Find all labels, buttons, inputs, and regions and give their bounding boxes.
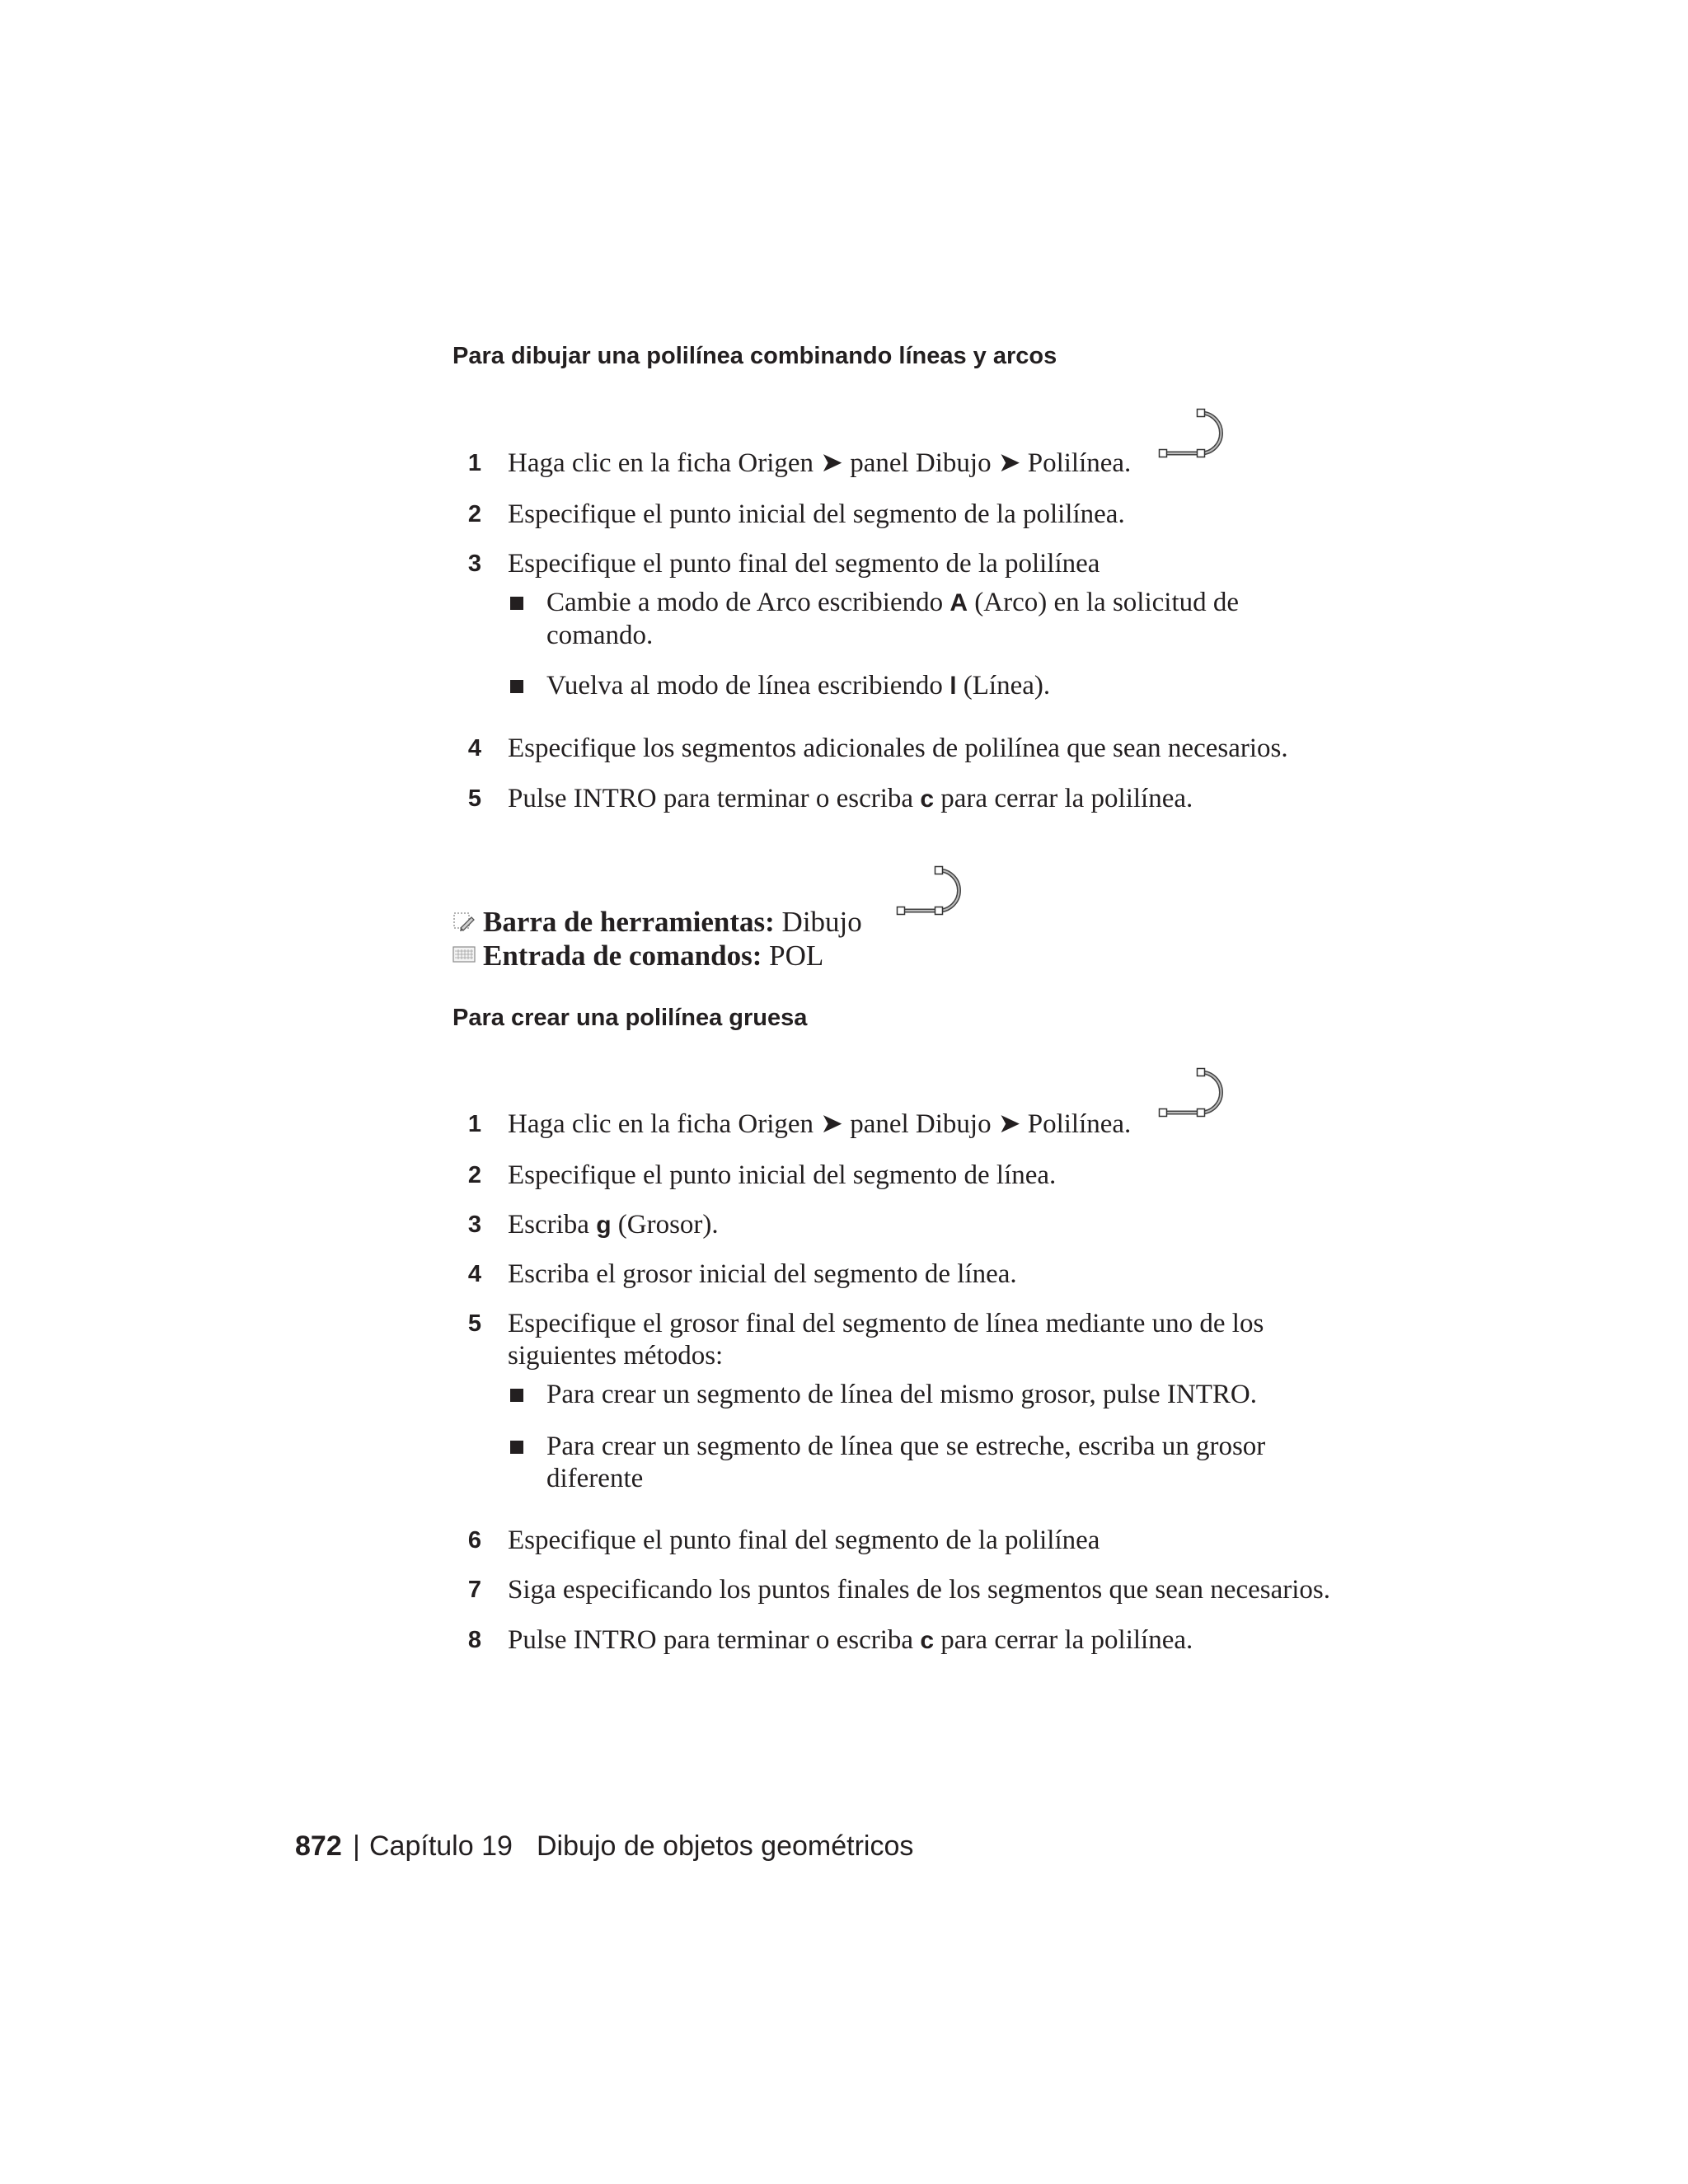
section-2-step-5-continuation: [0, 1339, 1484, 1372]
bullet-text-continuation: comando.: [546, 621, 654, 650]
chapter-number: Capítulo 19: [369, 1830, 513, 1862]
step-text: Haga clic en la ficha Origen ➤ panel Dibujo ➤ Polilínea.: [508, 1109, 1132, 1139]
bullet-text: [546, 586, 1239, 620]
bullet-text: Para crear un segmento de línea que se estreche, escriba un grosor: [546, 1432, 1266, 1461]
step-text: [508, 1624, 1193, 1657]
square-bullet-icon: [510, 680, 523, 693]
step-text: Siga especificando los puntos finales de los segmentos que sean necesarios.: [508, 1575, 1330, 1605]
command-entry: [483, 940, 823, 972]
step-text-start: Pulse INTRO para terminar o escriba: [508, 784, 921, 813]
section-1-step-3: [0, 547, 1484, 580]
square-bullet-icon: [510, 1441, 523, 1454]
command-value: POL: [769, 940, 824, 972]
section-1-step-3-bullet-1: [0, 586, 1484, 619]
step-number: 8: [467, 1627, 482, 1653]
section-1-step-1: [0, 447, 1484, 480]
command-key: l: [950, 673, 957, 700]
step-text: Especifique el grosor final del segmento de línea mediante uno de los: [508, 1309, 1264, 1338]
section-1-step-3-bullet-2: [0, 669, 1484, 702]
section-2-step-8: [0, 1624, 1484, 1657]
bullet-text-start: Cambie a modo de Arco escribiendo: [546, 588, 950, 617]
step-text: Especifique el punto inicial del segmento de línea.: [508, 1160, 1057, 1190]
command-key: c: [920, 1627, 935, 1654]
section-2-step-4: [0, 1258, 1484, 1291]
command-key: c: [920, 785, 935, 813]
step-number: 7: [467, 1577, 482, 1603]
step-number: 4: [467, 1261, 482, 1287]
step-number: 4: [467, 735, 482, 762]
step-text-end: (Grosor).: [611, 1210, 719, 1240]
section-1-step-2: [0, 498, 1484, 531]
bullet-text-end: (Línea).: [956, 671, 1051, 701]
bullet-text: [546, 669, 1050, 703]
command-line-icon: [452, 946, 476, 963]
page-number: 872: [295, 1830, 342, 1862]
section-2-step-5-bullet-2-continuation: [0, 1462, 1484, 1495]
step-text-start: Escriba: [508, 1210, 597, 1240]
step-text-start: Pulse INTRO para terminar o escriba: [508, 1625, 921, 1655]
draw-toolbar-icon: [452, 910, 476, 933]
step-text-continuation: siguientes métodos:: [508, 1341, 724, 1371]
step-number: 2: [467, 1162, 482, 1188]
step-text: Especifique los segmentos adicionales de polilínea que sean necesarios.: [508, 733, 1288, 763]
step-number: 1: [467, 1111, 482, 1137]
section-2-step-3: [0, 1208, 1484, 1241]
command-key: A: [950, 589, 968, 616]
step-number: 3: [467, 1212, 482, 1238]
section-2-step-7: [0, 1573, 1484, 1606]
toolbar-value: Dibujo: [781, 906, 862, 938]
step-text-end: para cerrar la polilínea.: [934, 1625, 1193, 1655]
section-1-step-5: [0, 782, 1484, 815]
step-number: 3: [467, 551, 482, 577]
bullet-text: Para crear un segmento de línea del mismo grosor, pulse INTRO.: [546, 1380, 1257, 1409]
square-bullet-icon: [510, 597, 523, 610]
step-number: 6: [467, 1527, 482, 1554]
command-key: g: [596, 1212, 612, 1239]
section-heading: Para crear una polilínea gruesa: [452, 1005, 808, 1031]
step-text: [508, 782, 1193, 816]
section-2-step-5-bullet-1: [0, 1378, 1484, 1411]
section-1-step-3-bullet-1-continuation: [0, 619, 1484, 652]
step-text: Especifique el punto inicial del segmento de la polilínea.: [508, 499, 1125, 529]
toolbar-label: Barra de herramientas:: [483, 906, 775, 938]
bullet-text-end: (Arco) en la solicitud de: [968, 588, 1240, 617]
command-label: Entrada de comandos:: [483, 940, 762, 972]
step-text-end: para cerrar la polilínea.: [934, 784, 1193, 813]
step-number: 2: [467, 501, 482, 527]
step-number: 5: [467, 1310, 482, 1337]
chapter-title: Dibujo de objetos geométricos: [537, 1830, 914, 1862]
step-text: Especifique el punto final del segmento de la polilínea: [508, 549, 1100, 579]
section-1-step-4: [0, 732, 1484, 765]
section-2-step-2: [0, 1159, 1484, 1192]
section-heading: Para dibujar una polilínea combinando líneas y arcos: [452, 343, 1057, 369]
section-2-step-1: [0, 1108, 1484, 1141]
step-number: 1: [467, 450, 482, 476]
step-text: [508, 1208, 719, 1242]
section-2-step-5: [0, 1307, 1484, 1340]
step-text: Haga clic en la ficha Origen ➤ panel Dibujo ➤ Polilínea.: [508, 448, 1132, 478]
step-text: Especifique el punto final del segmento de la polilínea: [508, 1526, 1100, 1555]
polyline-icon: [896, 865, 970, 916]
step-number: 5: [467, 785, 482, 812]
square-bullet-icon: [510, 1389, 523, 1402]
footer-separator: |: [353, 1830, 360, 1862]
step-text: Escriba el grosor inicial del segmento de línea.: [508, 1259, 1017, 1289]
toolbar-access: [483, 906, 862, 939]
section-2-step-6: [0, 1524, 1484, 1557]
section-2-step-5-bullet-2: [0, 1430, 1484, 1463]
bullet-text-continuation: diferente: [546, 1464, 644, 1493]
bullet-text-start: Vuelva al modo de línea escribiendo: [546, 671, 950, 701]
